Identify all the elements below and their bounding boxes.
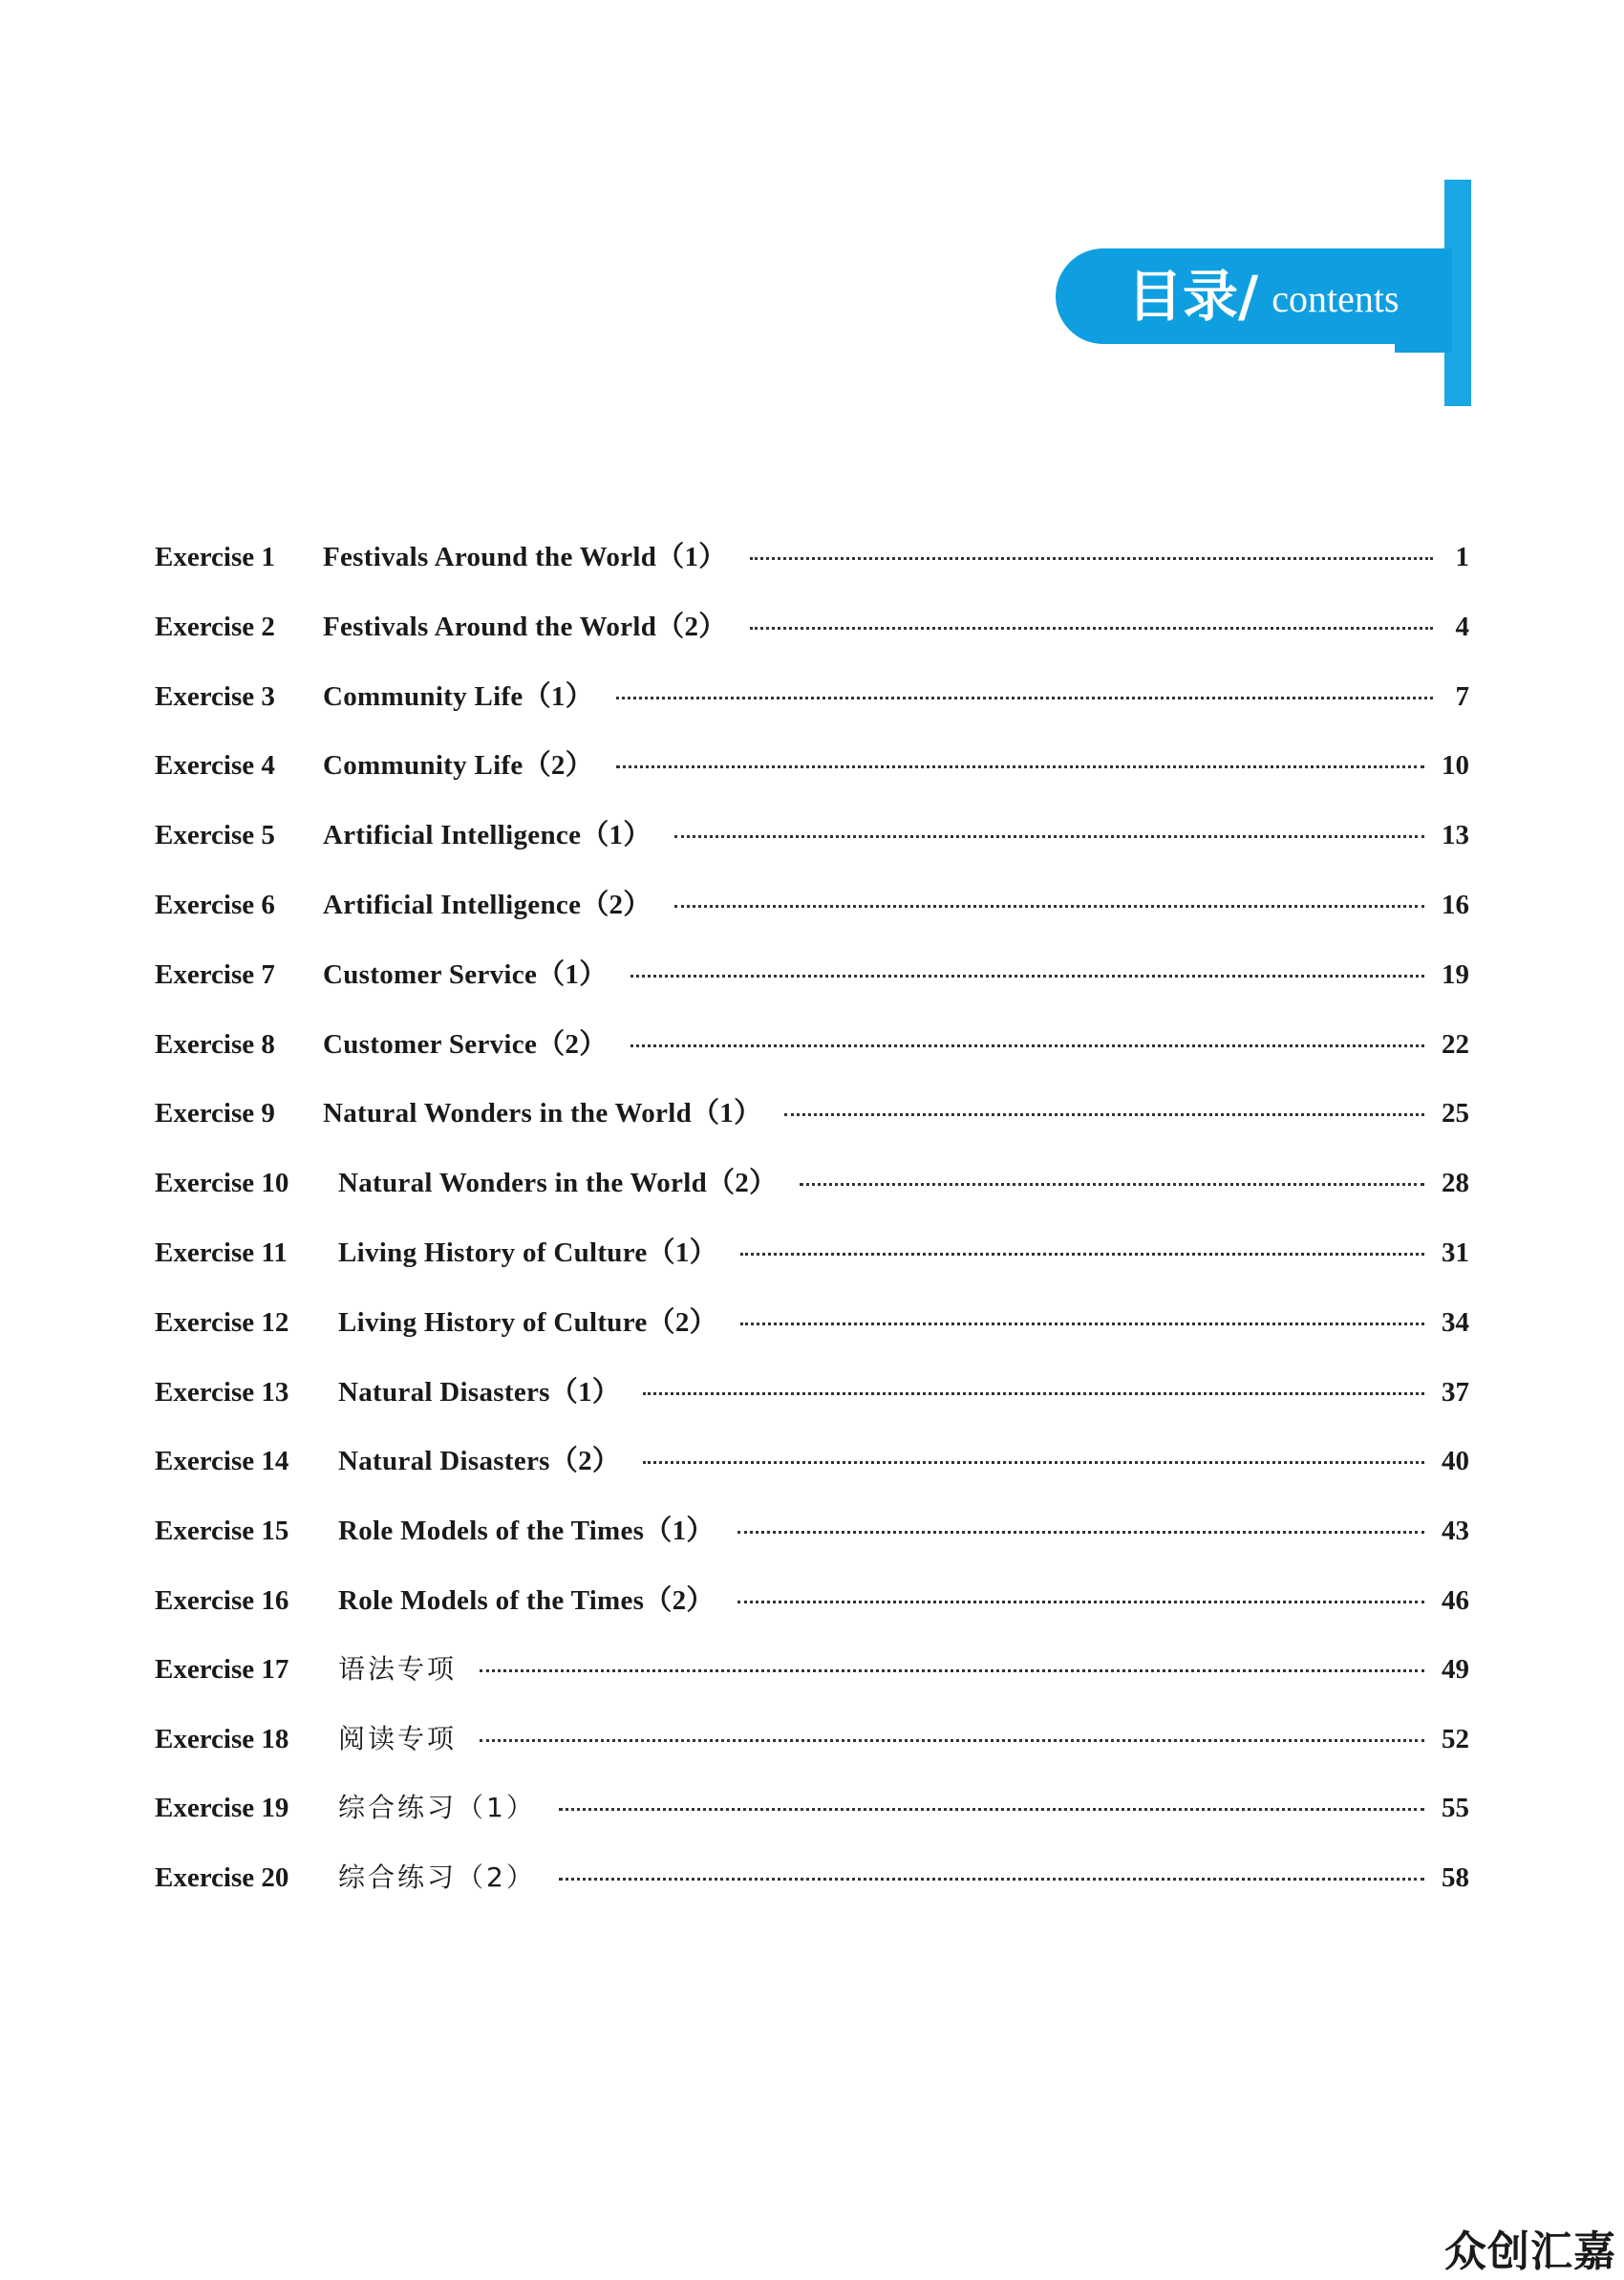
toc-entry-number: Exercise 11	[155, 1237, 288, 1268]
toc-entry[interactable]	[155, 1091, 1469, 1161]
toc-entry[interactable]	[155, 675, 1469, 744]
toc-entry-title: Community Life（2）	[323, 750, 594, 782]
toc-entry-title: Natural Wonders in the World（2）	[338, 1168, 778, 1199]
toc-leader-dots	[740, 1323, 1424, 1325]
toc-entry[interactable]	[155, 1439, 1469, 1509]
toc-entry-title: Natural Disasters（2）	[338, 1446, 621, 1477]
toc-leader-dots	[480, 1739, 1424, 1742]
toc-entry-number: Exercise 13	[155, 1376, 289, 1408]
table-of-contents	[155, 535, 1469, 1926]
toc-entry[interactable]	[155, 1161, 1469, 1231]
toc-entry[interactable]	[155, 1579, 1469, 1648]
toc-entry-page: 37	[1442, 1376, 1469, 1408]
toc-entry-page: 25	[1442, 1098, 1469, 1129]
toc-entry-number: Exercise 6	[155, 889, 275, 920]
contents-header-banner	[1051, 177, 1471, 406]
page-title-english: contents	[1271, 277, 1400, 320]
toc-entry-title: Customer Service（1）	[323, 958, 608, 990]
toc-entry-page: 10	[1442, 750, 1469, 782]
toc-entry[interactable]	[155, 813, 1469, 883]
toc-entry[interactable]	[155, 1022, 1469, 1092]
toc-entry[interactable]	[155, 1648, 1469, 1718]
toc-entry[interactable]	[155, 743, 1469, 813]
toc-entry-number: Exercise 12	[155, 1306, 289, 1338]
toc-entry[interactable]	[155, 953, 1469, 1022]
toc-entry-page: 1	[1455, 542, 1469, 572]
toc-entry-number: Exercise 8	[155, 1028, 275, 1060]
toc-entry[interactable]	[155, 1509, 1469, 1579]
toc-entry-number: Exercise 19	[155, 1793, 289, 1824]
toc-entry-page: 13	[1442, 820, 1469, 851]
toc-entry-title: Artificial Intelligence（2）	[323, 889, 652, 920]
toc-entry-title: Living History of Culture（2）	[338, 1306, 717, 1338]
toc-entry[interactable]	[155, 1370, 1469, 1440]
toc-entry-title: Natural Wonders in the World（1）	[323, 1098, 762, 1129]
toc-entry-number: Exercise 14	[155, 1446, 289, 1477]
toc-entry-title: 综合练习（2）	[338, 1861, 536, 1894]
toc-leader-dots	[480, 1669, 1424, 1672]
toc-entry-number: Exercise 18	[155, 1723, 289, 1754]
toc-leader-dots	[750, 557, 1433, 560]
toc-entry[interactable]	[155, 1787, 1469, 1857]
toc-entry[interactable]	[155, 883, 1469, 953]
watermark-logo: 众创汇嘉	[1444, 2227, 1616, 2276]
toc-entry-page: 43	[1442, 1516, 1469, 1547]
toc-leader-dots	[737, 1531, 1424, 1534]
toc-leader-dots	[643, 1461, 1424, 1464]
toc-leader-dots	[630, 1044, 1424, 1047]
toc-entry-page: 22	[1442, 1028, 1469, 1060]
toc-entry-number: Exercise 1	[155, 542, 275, 572]
toc-entry-page: 40	[1442, 1446, 1469, 1477]
toc-entry-title: 综合练习（1）	[338, 1792, 536, 1824]
toc-entry-title: Festivals Around the World（2）	[323, 611, 727, 642]
toc-entry-page: 46	[1442, 1584, 1469, 1616]
toc-entry-number: Exercise 2	[155, 611, 275, 642]
toc-leader-dots	[784, 1113, 1424, 1116]
toc-leader-dots	[630, 975, 1424, 978]
header-notch	[1395, 341, 1452, 353]
toc-entry-number: Exercise 3	[155, 680, 275, 712]
toc-entry-title: Festivals Around the World（1）	[323, 542, 727, 572]
toc-entry-number: Exercise 15	[155, 1516, 289, 1547]
toc-entry-page: 4	[1455, 611, 1469, 642]
toc-entry-title: Living History of Culture（1）	[338, 1237, 717, 1268]
toc-entry[interactable]	[155, 1231, 1469, 1301]
toc-entry-number: Exercise 17	[155, 1653, 289, 1685]
toc-entry-page: 19	[1442, 958, 1469, 990]
toc-entry-number: Exercise 16	[155, 1584, 289, 1616]
toc-entry-number: Exercise 7	[155, 958, 275, 990]
toc-entry-page: 7	[1455, 680, 1469, 712]
toc-entry[interactable]	[155, 1718, 1469, 1788]
toc-entry-page: 34	[1442, 1306, 1469, 1338]
toc-entry[interactable]	[155, 1857, 1469, 1926]
toc-entry-title: Artificial Intelligence（1）	[323, 820, 652, 851]
toc-entry-title: Role Models of the Times（1）	[338, 1516, 715, 1547]
toc-leader-dots	[674, 905, 1424, 908]
toc-entry-number: Exercise 10	[155, 1168, 289, 1199]
toc-entry-title: Community Life（1）	[323, 680, 594, 712]
toc-entry-title: 语法专项	[338, 1652, 458, 1685]
toc-leader-dots	[559, 1878, 1424, 1881]
toc-entry-page: 52	[1442, 1723, 1469, 1754]
toc-leader-dots	[740, 1253, 1424, 1256]
toc-entry-page: 31	[1442, 1237, 1469, 1268]
toc-leader-dots	[616, 765, 1424, 768]
toc-leader-dots	[616, 697, 1433, 699]
page-title-slash: /	[1238, 264, 1259, 329]
toc-leader-dots	[559, 1808, 1424, 1811]
toc-entry-number: Exercise 20	[155, 1862, 289, 1894]
toc-leader-dots	[674, 835, 1424, 838]
toc-leader-dots	[750, 627, 1433, 630]
toc-entry-page: 58	[1442, 1862, 1469, 1894]
toc-leader-dots	[800, 1183, 1424, 1186]
toc-entry[interactable]	[155, 1301, 1469, 1370]
toc-entry-number: Exercise 9	[155, 1098, 275, 1129]
toc-entry-page: 55	[1442, 1793, 1469, 1824]
toc-entry-number: Exercise 4	[155, 750, 275, 782]
toc-entry-title: Natural Disasters（1）	[338, 1376, 621, 1408]
page-title-chinese: 目录	[1127, 264, 1239, 329]
toc-entry-title: Customer Service（2）	[323, 1028, 608, 1060]
toc-entry-title: Role Models of the Times（2）	[338, 1584, 715, 1616]
toc-entry-page: 28	[1442, 1168, 1469, 1199]
toc-entry-page: 16	[1442, 889, 1469, 920]
toc-leader-dots	[643, 1392, 1424, 1395]
toc-entry-title: 阅读专项	[338, 1722, 458, 1754]
toc-entry[interactable]	[155, 605, 1469, 675]
page-title	[1127, 248, 1400, 344]
toc-entry-number: Exercise 5	[155, 820, 275, 851]
toc-entry[interactable]	[155, 535, 1469, 605]
toc-leader-dots	[737, 1601, 1424, 1603]
toc-entry-page: 49	[1442, 1653, 1469, 1685]
